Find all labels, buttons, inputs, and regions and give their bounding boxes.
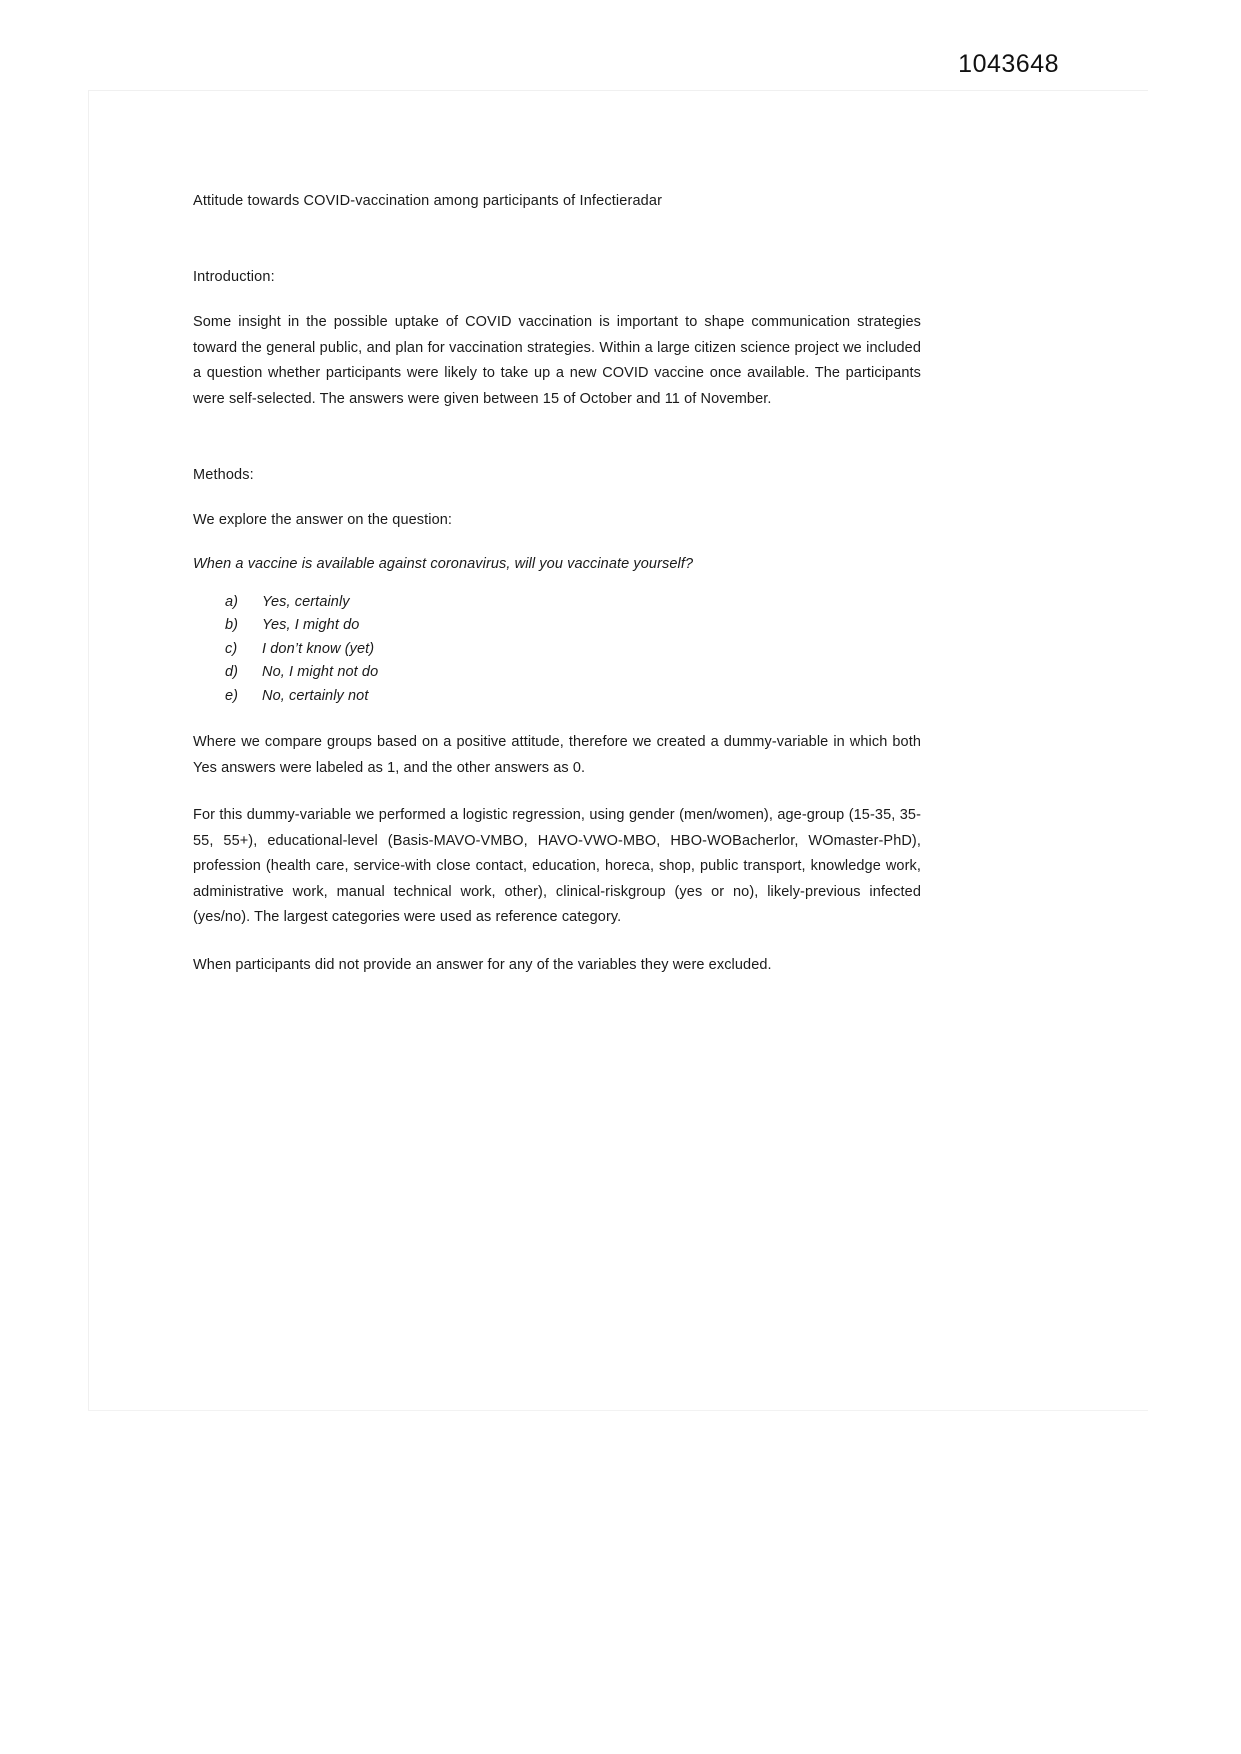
document-body xyxy=(193,190,921,1000)
list-item-label: I don’t know (yet) xyxy=(262,640,375,657)
list-item-marker: b) xyxy=(225,617,239,633)
page-title: Attitude towards COVID-vaccination among participants of Infectieradar xyxy=(193,193,663,209)
scan-edge-left xyxy=(88,90,89,1410)
list-item-marker: c) xyxy=(225,640,238,657)
section-heading-introduction: Introduction: xyxy=(193,269,275,285)
section-spacer xyxy=(193,434,921,464)
section-heading-methods: Methods: xyxy=(193,467,254,483)
scan-edge-top xyxy=(88,90,1148,91)
introduction-paragraph: Some insight in the possible uptake of COVID vaccination is important to shape communication strategies toward the general public, and plan for vaccination strategies. Within a large citizen science project we included a question whether participants were likely to take up a new COVID vaccine once available. The participants were self-selected. The answers were given between 15 of October and 11 of November. xyxy=(193,314,921,407)
list-item xyxy=(193,661,921,685)
scan-edge-bottom xyxy=(88,1410,1148,1411)
list-item-marker: d) xyxy=(225,664,239,680)
logistic-regression-paragraph: For this dummy-variable we performed a logistic regression, using gender (men/women), age-group (15-35, 35-55, 55+), educational-level (Basis-MAVO-VMBO, HAVO-VWO-MBO, HBO-WOBacherlor, WOmaster-PhD), profession (health care, service-with close contact, education, horeca, shop, public transport, knowledge work, administrative work, manual technical work, other), clinical-riskgroup (yes or no), likely-previous infected (yes/no). The largest categories were used as reference category. xyxy=(193,807,921,925)
exclusion-paragraph: When participants did not provide an answer for any of the variables they were excluded. xyxy=(193,956,772,973)
list-item xyxy=(193,614,921,638)
list-item-marker: a) xyxy=(225,593,239,610)
dummy-variable-paragraph: Where we compare groups based on a positive attitude, therefore we created a dummy-variable in which both Yes answers were labeled as 1, and the other answers as 0. xyxy=(193,734,921,776)
list-item-label: No, certainly not xyxy=(262,687,369,704)
list-item xyxy=(193,591,921,615)
list-item-label: Yes, certainly xyxy=(262,593,350,610)
document-id-stamp: 1043648 xyxy=(958,50,1059,78)
list-item xyxy=(193,685,921,709)
answer-options-list xyxy=(193,591,921,709)
list-item-label: Yes, I might do xyxy=(262,617,360,633)
methods-intro-line: We explore the answer on the question: xyxy=(193,512,453,528)
list-item xyxy=(193,638,921,662)
survey-question: When a vaccine is available against coronavirus, will you vaccinate yourself? xyxy=(193,555,694,572)
list-item-marker: e) xyxy=(225,687,239,704)
list-item-label: No, I might not do xyxy=(262,664,379,680)
